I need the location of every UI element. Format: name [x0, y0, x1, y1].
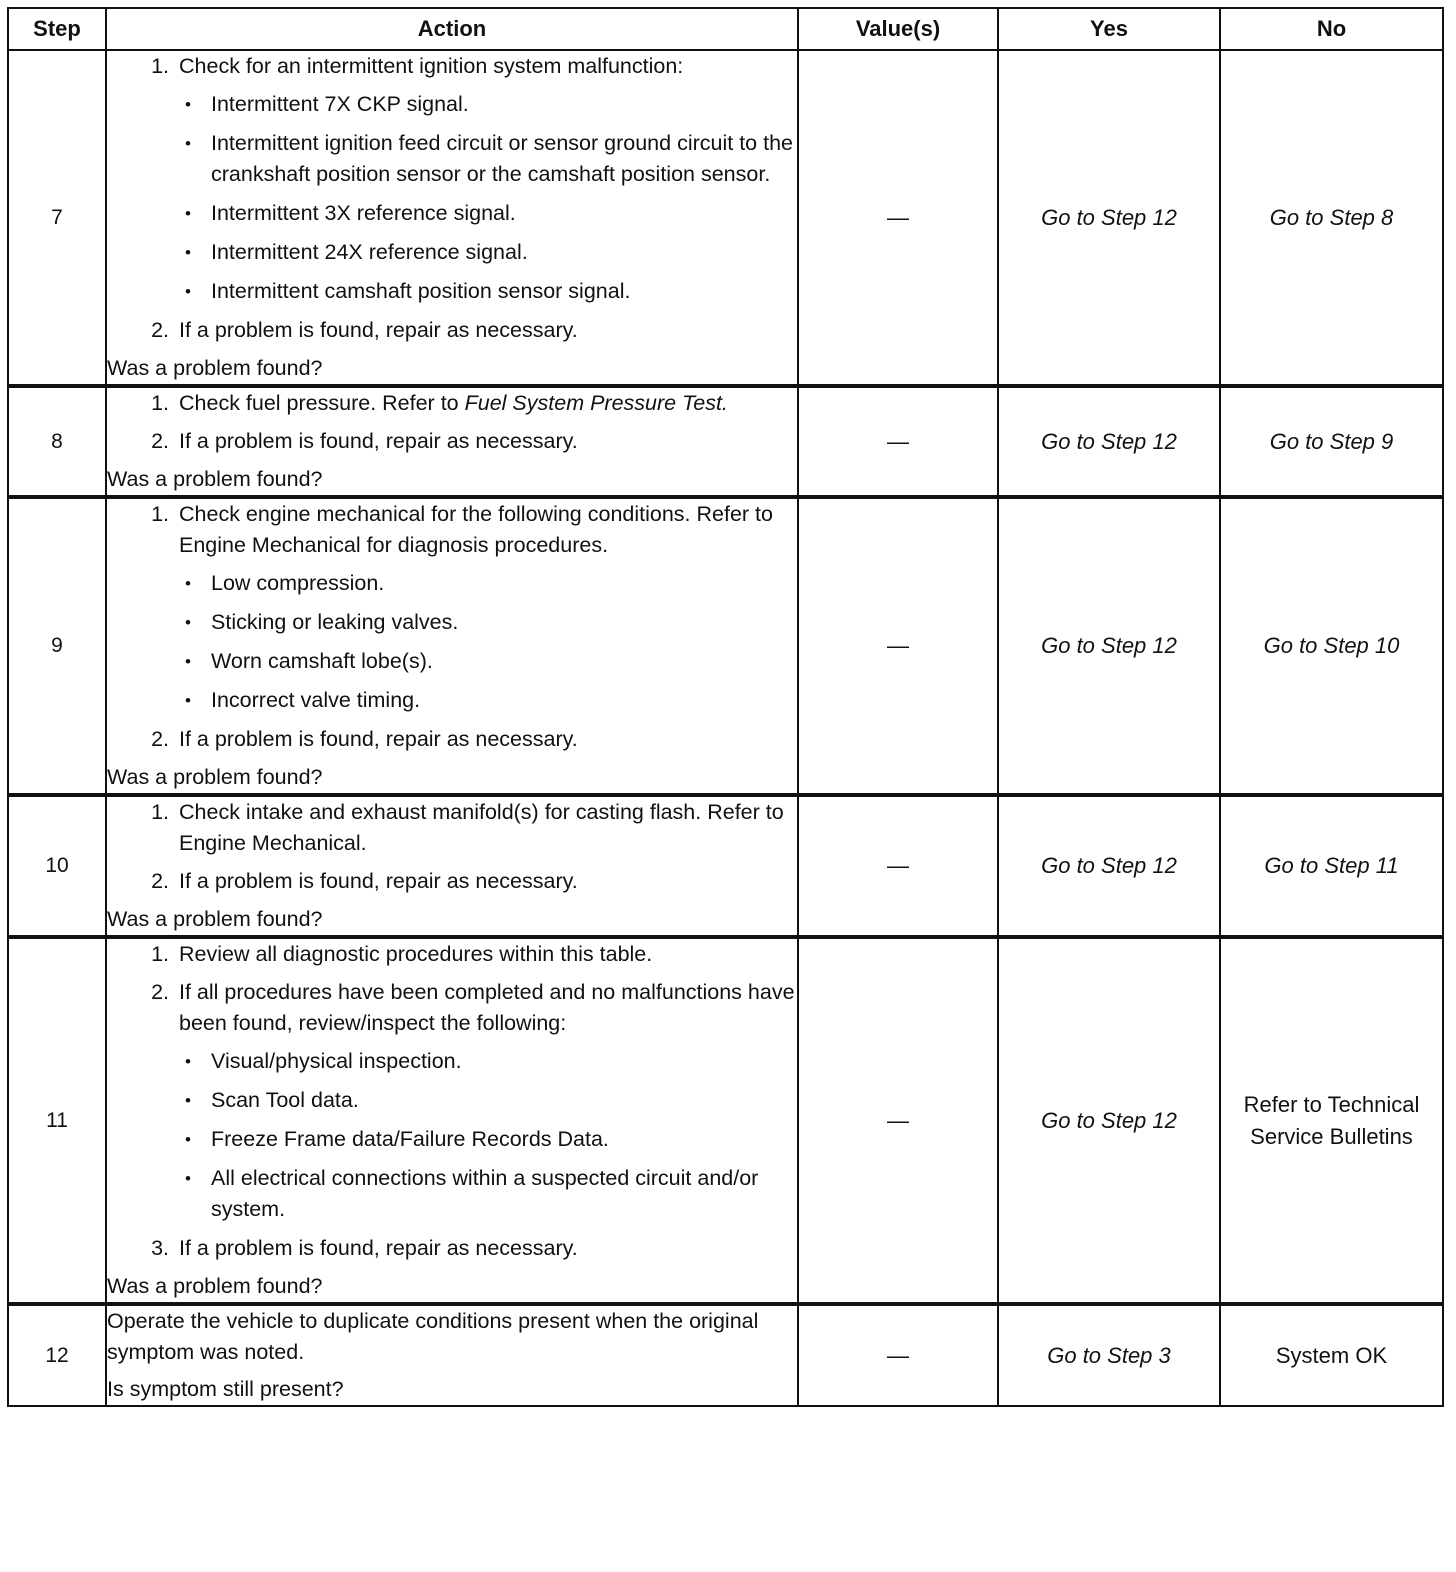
action-cell [106, 937, 798, 1304]
diagnostic-table [7, 7, 1444, 1407]
bullet-item: • Intermittent 24X reference signal. [211, 237, 797, 268]
action-cell [106, 795, 798, 937]
question-text: Was a problem found? [107, 907, 323, 931]
no-action: Go to Step 9 [1220, 386, 1443, 497]
header-no: No [1220, 8, 1443, 50]
bullet-item: • Sticking or leaking valves. [211, 607, 797, 638]
question-text: Is symptom still present? [107, 1377, 344, 1401]
bullet-item: • Intermittent 3X reference signal. [211, 198, 797, 229]
action-step: 1. Check intake and exhaust manifold(s) for casting flash. Refer to Engine Mechanical. [175, 797, 797, 859]
action-steps [107, 499, 797, 755]
yes-action: Go to Step 3 [998, 1304, 1220, 1406]
yes-action: Go to Step 12 [998, 937, 1220, 1304]
header-step: Step [8, 8, 106, 50]
question-text: Was a problem found? [107, 467, 323, 491]
action-step [175, 51, 797, 307]
value-cell: — [798, 937, 998, 1304]
action-steps [107, 388, 797, 457]
action-cell [106, 497, 798, 795]
action-cell [106, 50, 798, 386]
action-step-text: Check for an intermittent ignition system malfunction: [179, 54, 684, 78]
bullet-list [179, 568, 797, 716]
action-cell [106, 386, 798, 497]
value-cell: — [798, 795, 998, 937]
value-cell: — [798, 50, 998, 386]
bullet-list [179, 1046, 797, 1225]
table-row-step-11 [8, 937, 1443, 1304]
bullet-item: • Low compression. [211, 568, 797, 599]
header-action: Action [106, 8, 798, 50]
action-step: 3. If a problem is found, repair as necessary. [175, 1233, 797, 1264]
table-row-step-12 [8, 1304, 1443, 1406]
action-step-text: Check engine mechanical for the following conditions. Refer to Engine Mechanical for diagnosis procedures. [179, 502, 773, 557]
step-number: 7 [8, 50, 106, 386]
action-step [175, 499, 797, 716]
action-step-text: Check fuel pressure. Refer to [179, 391, 459, 415]
header-values: Value(s) [798, 8, 998, 50]
yes-action: Go to Step 12 [998, 497, 1220, 795]
action-step: 2. If a problem is found, repair as necessary. [175, 724, 797, 755]
step-number: 8 [8, 386, 106, 497]
no-action: Go to Step 10 [1220, 497, 1443, 795]
no-action: Go to Step 11 [1220, 795, 1443, 937]
table-row-step-8 [8, 386, 1443, 497]
question-text: Was a problem found? [107, 765, 323, 789]
step-number: 10 [8, 795, 106, 937]
value-cell: — [798, 386, 998, 497]
bullet-item: • Intermittent ignition feed circuit or sensor ground circuit to the crankshaft position sensor or the camshaft position sensor. [211, 128, 797, 190]
value-cell: — [798, 1304, 998, 1406]
step-number: 9 [8, 497, 106, 795]
value-cell: — [798, 497, 998, 795]
header-row [8, 8, 1443, 50]
bullet-item: • Intermittent 7X CKP signal. [211, 89, 797, 120]
table-row-step-7 [8, 50, 1443, 386]
bullet-item: • Scan Tool data. [211, 1085, 797, 1116]
action-steps [107, 797, 797, 897]
yes-action: Go to Step 12 [998, 386, 1220, 497]
yes-action: Go to Step 12 [998, 795, 1220, 937]
action-step: 2. If a problem is found, repair as necessary. [175, 426, 797, 457]
action-step: 1. Review all diagnostic procedures within this table. [175, 939, 797, 970]
bullet-item: • Worn camshaft lobe(s). [211, 646, 797, 677]
header-yes: Yes [998, 8, 1220, 50]
bullet-item: • All electrical connections within a suspected circuit and/or system. [211, 1163, 797, 1225]
bullet-item: • Freeze Frame data/Failure Records Data. [211, 1124, 797, 1155]
question-text: Was a problem found? [107, 1274, 323, 1298]
no-action: Go to Step 8 [1220, 50, 1443, 386]
bullet-list [179, 89, 797, 307]
no-action: Refer to Technical Service Bulletins [1220, 937, 1443, 1304]
reference-link: Fuel System Pressure Test. [464, 391, 728, 415]
action-step [175, 388, 797, 419]
action-steps [107, 939, 797, 1264]
step-number: 12 [8, 1304, 106, 1406]
action-step [175, 977, 797, 1225]
question-text: Was a problem found? [107, 356, 323, 380]
action-step: 2. If a problem is found, repair as necessary. [175, 315, 797, 346]
action-step: 2. If a problem is found, repair as necessary. [175, 866, 797, 897]
action-steps [107, 51, 797, 346]
step-number: 11 [8, 937, 106, 1304]
table-row-step-9 [8, 497, 1443, 795]
yes-action: Go to Step 12 [998, 50, 1220, 386]
action-cell [106, 1304, 798, 1406]
bullet-item: • Intermittent camshaft position sensor signal. [211, 276, 797, 307]
action-text: Operate the vehicle to duplicate conditions present when the original symptom was noted. [107, 1309, 759, 1364]
table-row-step-10 [8, 795, 1443, 937]
bullet-item: • Visual/physical inspection. [211, 1046, 797, 1077]
action-step-text: If all procedures have been completed and no malfunctions have been found, review/inspect the following: [179, 980, 795, 1035]
no-action: System OK [1220, 1304, 1443, 1406]
bullet-item: • Incorrect valve timing. [211, 685, 797, 716]
